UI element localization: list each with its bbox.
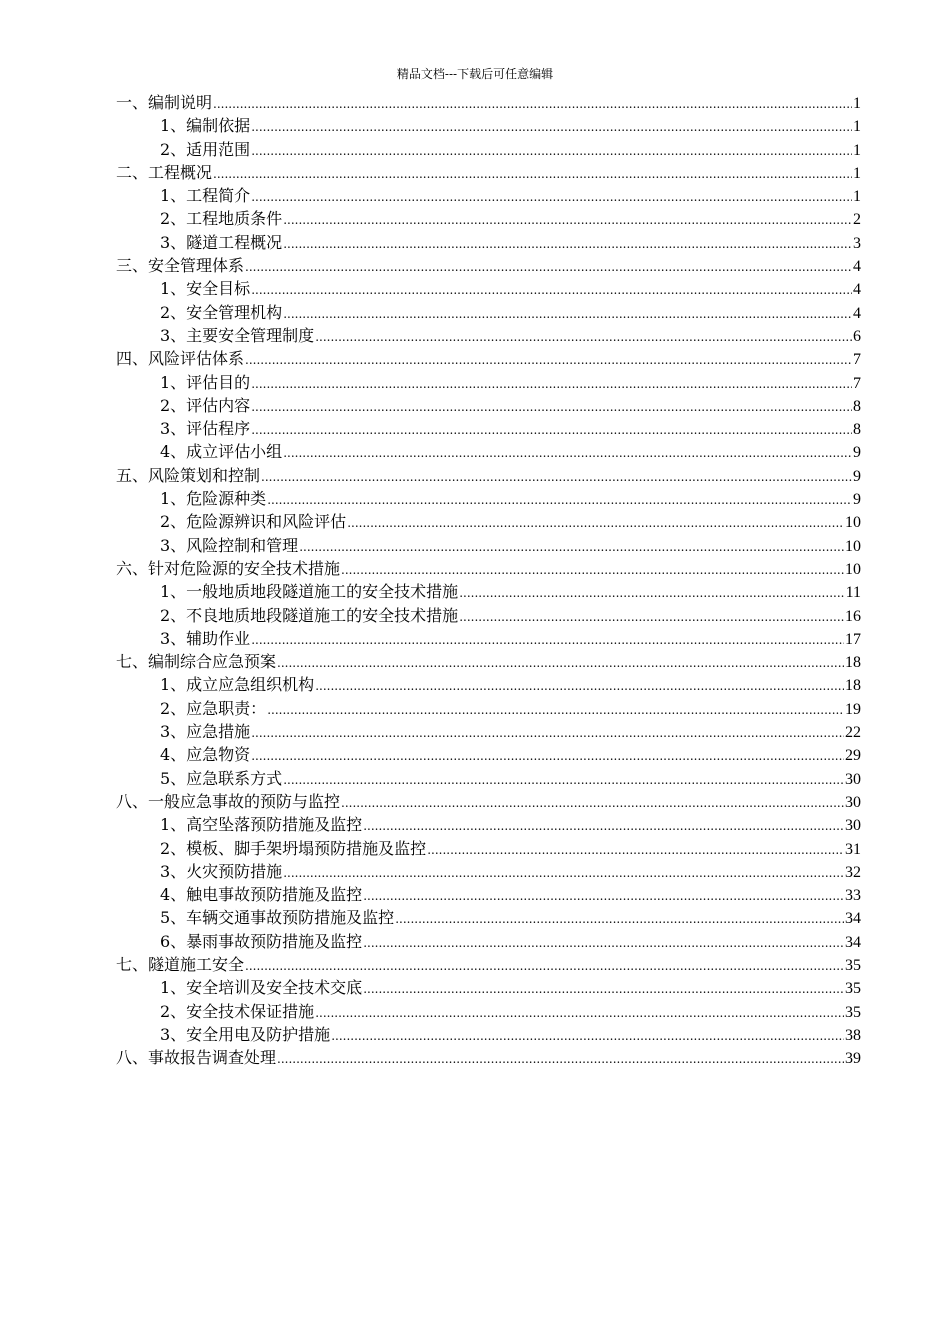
toc-entry-title: 2、应急职责： <box>160 698 267 718</box>
toc-entry-title: 1、编制依据 <box>160 116 251 136</box>
toc-entry-title: 八、事故报告调查处理 <box>116 1048 277 1068</box>
toc-entry[interactable] <box>116 184 861 207</box>
toc-entry[interactable] <box>116 1000 861 1023</box>
toc-entry-title: 七、隧道施工安全 <box>116 954 245 974</box>
toc-entry-page-number: 10 <box>845 560 861 578</box>
page-header: 精品文档---下载后可任意编辑 <box>396 67 554 81</box>
toc-entry-page-number: 32 <box>845 863 861 881</box>
toc-entry-page-number: 22 <box>845 724 861 742</box>
toc-entry-title: 3、隧道工程概况 <box>160 232 283 252</box>
toc-entry[interactable] <box>116 347 861 370</box>
toc-entry-page-number: 35 <box>845 980 861 998</box>
toc-entry-page-number: 1 <box>853 164 861 182</box>
toc-dot-leader <box>251 373 852 394</box>
toc-entry-page-number: 6 <box>853 327 861 345</box>
toc-dot-leader <box>251 279 852 300</box>
toc-dot-leader <box>267 489 852 510</box>
toc-entry-title: 3、评估程序 <box>160 419 251 439</box>
toc-entry-title: 四、风险评估体系 <box>116 349 245 369</box>
toc-entry[interactable] <box>116 534 861 557</box>
toc-dot-leader <box>283 303 852 324</box>
toc-dot-leader <box>395 908 844 929</box>
toc-entry[interactable] <box>116 813 861 836</box>
toc-entry-page-number: 8 <box>853 421 861 439</box>
toc-entry-title: 3、辅助作业 <box>160 628 251 648</box>
toc-entry-title: 1、一般地质地段隧道施工的安全技术措施 <box>160 582 459 602</box>
toc-entry-page-number: 18 <box>845 677 861 695</box>
toc-entry-page-number: 9 <box>853 444 861 462</box>
toc-entry-page-number: 1 <box>853 188 861 206</box>
toc-dot-leader <box>267 699 844 720</box>
toc-dot-leader <box>251 186 852 207</box>
toc-dot-leader <box>363 815 844 836</box>
toc-entry[interactable] <box>116 114 861 137</box>
toc-entry-title: 八、一般应急事故的预防与监控 <box>116 791 341 811</box>
toc-entry[interactable] <box>116 440 861 463</box>
toc-entry-page-number: 7 <box>853 351 861 369</box>
toc-entry-page-number: 3 <box>853 234 861 252</box>
toc-entry[interactable] <box>116 906 861 929</box>
toc-entry-title: 3、主要安全管理制度 <box>160 325 315 345</box>
toc-entry[interactable] <box>116 627 861 650</box>
toc-entry[interactable] <box>116 231 861 254</box>
toc-entry[interactable] <box>116 557 861 580</box>
toc-dot-leader <box>277 652 844 673</box>
toc-entry-title: 1、成立应急组织机构 <box>160 675 315 695</box>
toc-entry-title: 2、工程地质条件 <box>160 209 283 229</box>
toc-entry[interactable] <box>116 510 861 533</box>
toc-entry[interactable] <box>116 673 861 696</box>
toc-entry-title: 2、不良地质地段隧道施工的安全技术措施 <box>160 605 459 625</box>
toc-entry[interactable] <box>116 394 861 417</box>
toc-dot-leader <box>341 559 844 580</box>
toc-dot-leader <box>299 536 844 557</box>
toc-entry-title: 5、应急联系方式 <box>160 768 283 788</box>
toc-entry-page-number: 35 <box>845 1003 861 1021</box>
toc-entry-title: 3、安全用电及防护措施 <box>160 1024 331 1044</box>
toc-entry-page-number: 10 <box>845 514 861 532</box>
toc-dot-leader <box>315 326 852 347</box>
toc-dot-leader <box>315 675 844 696</box>
toc-entry-title: 2、安全管理机构 <box>160 302 283 322</box>
toc-entry-page-number: 16 <box>845 607 861 625</box>
toc-dot-leader <box>251 419 852 440</box>
toc-entry[interactable] <box>116 91 861 114</box>
toc-dot-leader <box>459 582 844 603</box>
toc-entry[interactable] <box>116 720 861 743</box>
toc-dot-leader <box>341 792 844 813</box>
toc-entry[interactable] <box>116 767 861 790</box>
toc-entry-page-number: 35 <box>845 956 861 974</box>
toc-entry-title: 三、安全管理体系 <box>116 256 245 276</box>
toc-dot-leader <box>213 93 852 114</box>
toc-dot-leader <box>245 256 852 277</box>
toc-entry-page-number: 29 <box>845 747 861 765</box>
toc-dot-leader <box>213 163 852 184</box>
toc-dot-leader <box>245 349 852 370</box>
toc-entry-title: 一、编制说明 <box>116 93 213 112</box>
toc-dot-leader <box>261 466 852 487</box>
toc-dot-leader <box>251 396 852 417</box>
toc-dot-leader <box>251 629 844 650</box>
toc-dot-leader <box>245 955 844 976</box>
toc-entry[interactable] <box>116 1046 861 1069</box>
toc-entry-title: 二、工程概况 <box>116 162 213 182</box>
toc-entry[interactable] <box>116 837 861 860</box>
toc-dot-leader <box>251 722 844 743</box>
toc-dot-leader <box>251 116 852 137</box>
toc-entry-page-number: 31 <box>845 840 861 858</box>
toc-entry-page-number: 4 <box>853 281 861 299</box>
toc-entry-title: 3、应急措施 <box>160 722 251 742</box>
toc-entry[interactable] <box>116 604 861 627</box>
toc-entry-title: 6、暴雨事故预防措施及监控 <box>160 931 363 951</box>
toc-entry-page-number: 39 <box>845 1050 861 1068</box>
toc-dot-leader <box>363 978 844 999</box>
toc-entry-page-number: 33 <box>845 887 861 905</box>
toc-entry[interactable] <box>116 930 861 953</box>
toc-dot-leader <box>331 1025 844 1046</box>
toc-entry[interactable] <box>116 371 861 394</box>
toc-entry-page-number: 18 <box>845 654 861 672</box>
toc-entry[interactable] <box>116 790 861 813</box>
toc-dot-leader <box>427 839 844 860</box>
toc-entry[interactable] <box>116 953 861 976</box>
toc-entry[interactable] <box>116 580 861 603</box>
toc-entry-page-number: 34 <box>845 933 861 951</box>
toc-entry[interactable] <box>116 417 861 440</box>
toc-dot-leader <box>283 862 844 883</box>
toc-entry-title: 2、评估内容 <box>160 395 251 415</box>
toc-entry-page-number: 11 <box>845 584 861 602</box>
toc-dot-leader <box>283 442 852 463</box>
toc-entry-page-number: 4 <box>853 304 861 322</box>
toc-entry[interactable] <box>116 883 861 906</box>
toc-entry-page-number: 38 <box>845 1026 861 1044</box>
toc-entry[interactable] <box>116 161 861 184</box>
toc-entry[interactable] <box>116 301 861 324</box>
toc-entry-page-number: 1 <box>853 118 861 136</box>
toc-entry[interactable] <box>116 650 861 673</box>
toc-entry-page-number: 8 <box>853 397 861 415</box>
toc-entry-page-number: 30 <box>845 817 861 835</box>
toc-entry-title: 1、高空坠落预防措施及监控 <box>160 815 363 835</box>
toc-entry-page-number: 4 <box>853 258 861 276</box>
toc-entry-page-number: 10 <box>845 537 861 555</box>
toc-entry[interactable] <box>116 1023 861 1046</box>
toc-dot-leader <box>363 932 844 953</box>
toc-entry-title: 1、工程简介 <box>160 186 251 206</box>
toc-entry-title: 4、应急物资 <box>160 745 251 765</box>
toc-entry-title: 4、触电事故预防措施及监控 <box>160 885 363 905</box>
toc-entry-title: 2、安全技术保证措施 <box>160 1001 315 1021</box>
toc-dot-leader <box>277 1048 844 1069</box>
toc-entry-title: 3、火灾预防措施 <box>160 861 283 881</box>
toc-entry[interactable] <box>116 254 861 277</box>
toc-entry[interactable] <box>116 138 861 161</box>
toc-entry-page-number: 34 <box>845 910 861 928</box>
toc-dot-leader <box>363 885 844 906</box>
toc-entry-title: 1、安全目标 <box>160 279 251 299</box>
toc-entry[interactable] <box>116 207 861 230</box>
toc-dot-leader <box>251 140 852 161</box>
toc-entry-title: 4、成立评估小组 <box>160 442 283 462</box>
toc-entry-page-number: 7 <box>853 374 861 392</box>
toc-entry[interactable] <box>116 860 861 883</box>
toc-entry-title: 2、危险源辨识和风险评估 <box>160 512 347 532</box>
toc-entry-page-number: 1 <box>853 95 861 112</box>
toc-dot-leader <box>251 745 844 766</box>
toc-entry-title: 七、编制综合应急预案 <box>116 652 277 672</box>
toc-entry-page-number: 9 <box>853 491 861 509</box>
table-of-contents <box>116 91 861 1069</box>
toc-dot-leader <box>347 512 844 533</box>
toc-entry[interactable] <box>116 464 861 487</box>
toc-entry[interactable] <box>116 697 861 720</box>
toc-entry-title: 六、针对危险源的安全技术措施 <box>116 558 341 578</box>
toc-entry-title: 2、适用范围 <box>160 139 251 159</box>
toc-entry[interactable] <box>116 976 861 999</box>
toc-entry[interactable] <box>116 324 861 347</box>
toc-entry-title: 2、模板、脚手架坍塌预防措施及监控 <box>160 838 427 858</box>
toc-entry-page-number: 2 <box>853 211 861 229</box>
toc-entry-title: 3、风险控制和管理 <box>160 535 299 555</box>
toc-entry-page-number: 1 <box>853 141 861 159</box>
toc-entry-page-number: 30 <box>845 793 861 811</box>
toc-entry-title: 1、安全培训及安全技术交底 <box>160 978 363 998</box>
toc-entry-title: 5、车辆交通事故预防措施及监控 <box>160 908 395 928</box>
toc-entry-page-number: 19 <box>845 700 861 718</box>
toc-dot-leader <box>315 1002 844 1023</box>
toc-entry[interactable] <box>116 277 861 300</box>
toc-dot-leader <box>283 769 844 790</box>
toc-entry-page-number: 17 <box>845 630 861 648</box>
toc-entry[interactable] <box>116 743 861 766</box>
toc-entry-page-number: 30 <box>845 770 861 788</box>
toc-entry-page-number: 9 <box>853 467 861 485</box>
toc-entry-title: 五、风险策划和控制 <box>116 465 261 485</box>
toc-entry-title: 1、评估目的 <box>160 372 251 392</box>
toc-entry-title: 1、危险源种类 <box>160 489 267 509</box>
toc-dot-leader <box>283 209 852 230</box>
toc-dot-leader <box>459 606 844 627</box>
toc-dot-leader <box>283 233 852 254</box>
toc-entry[interactable] <box>116 487 861 510</box>
